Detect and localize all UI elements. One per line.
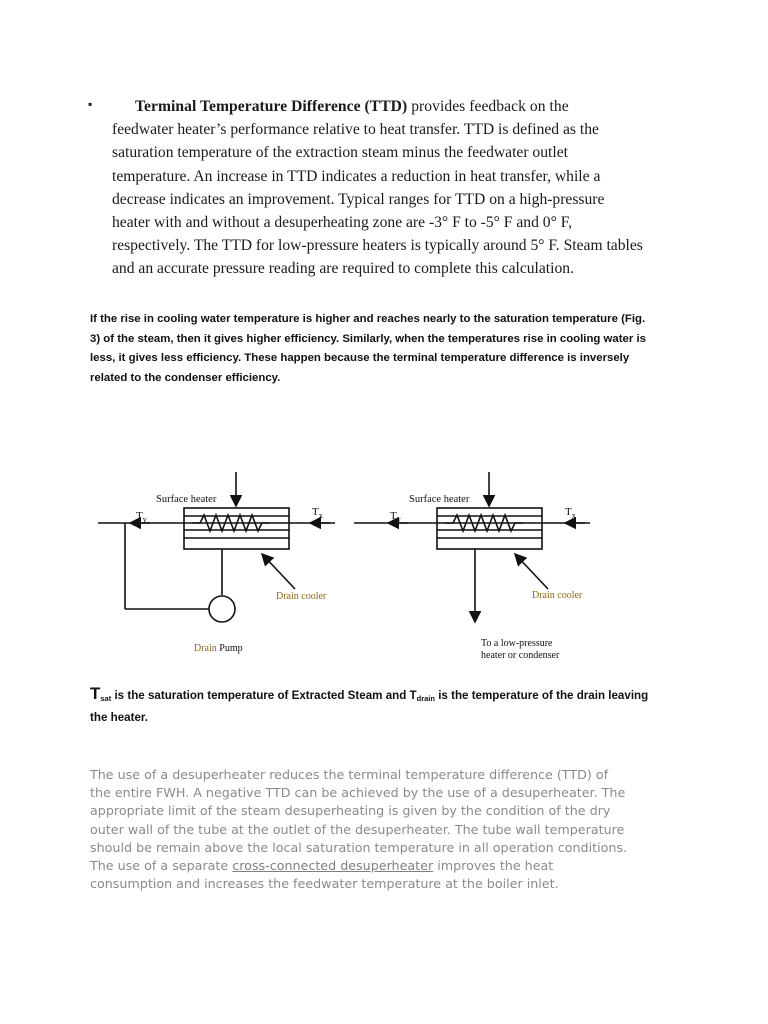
paragraph-line: related to the condenser efficiency. xyxy=(90,371,281,384)
right-drain-cooler-label: Drain cooler xyxy=(532,590,583,601)
bullet-marker: ▪ xyxy=(88,97,93,111)
paragraph-line: outer wall of the tube at the outlet of the desuperheater. The tube wall temperature xyxy=(90,821,625,837)
ttd-line: heater with and without a desuperheating zone are -3° F to -5° F and 0° F, xyxy=(112,214,573,232)
ttd-line: saturation temperature of the extraction steam minus the feedwater outlet xyxy=(112,144,568,162)
ttd-bullet xyxy=(88,95,688,281)
paragraph-line: the entire FWH. A negative TTD can be achieved by the use of a desuperheater. The xyxy=(90,785,626,801)
right-ty: $T_y$ xyxy=(390,510,401,524)
paragraph-line: appropriate limit of the steam desuperheating is given by the condition of the dry xyxy=(90,803,611,819)
right-title: Surface heater xyxy=(409,494,470,505)
left-drain-pump-label: Drain Pump xyxy=(194,643,243,654)
tsat-line2: the heater. xyxy=(90,711,148,724)
efficiency-paragraph xyxy=(90,310,680,388)
left-heater-box xyxy=(184,508,289,549)
paragraph-line: less, it gives less efficiency. These happen because the terminal temperature difference is inversely xyxy=(90,352,630,364)
ttd-first-line xyxy=(88,95,688,118)
paragraph-line: 3) of the steam, then it gives higher efficiency. Similarly, when the temperatures rise in cooling water is xyxy=(90,332,646,345)
tsat-paragraph xyxy=(90,684,690,727)
left-drain-pump xyxy=(209,596,235,622)
paragraph-line: The use of a separate cross-connected desuperheater improves the heat xyxy=(90,858,554,874)
ttd-line: and an accurate pressure reading are required to complete this calculation. xyxy=(112,260,574,278)
ttd-term: Terminal Temperature Difference (TTD) xyxy=(135,98,408,115)
left-tx: $T_x$ xyxy=(312,506,323,520)
ttd-line: feedwater heater’s performance relative to heat transfer. TTD is defined as the xyxy=(112,121,599,139)
right-drain-cooler-pointer xyxy=(515,554,548,589)
surface-heater-diagram xyxy=(90,462,600,667)
ttd-line: temperature. An increase in TTD indicates a reduction in heat transfer, while a xyxy=(112,167,601,185)
right-dest-line1: To a low-pressure xyxy=(481,638,553,649)
left-drain-cooler-label: Drain cooler xyxy=(276,591,327,602)
tsat-line1: $T_{sat}$ is the saturation temperature of Extracted Steam and $T_{drain}$ is the temperature of the drain leaving xyxy=(90,684,649,703)
ttd-line: respectively. The TTD for low-pressure heaters is typically around 5° F. Steam tables xyxy=(112,237,643,255)
ttd-line1-rest: provides feedback on the xyxy=(407,98,569,115)
ttd-line: decrease indicates an improvement. Typical ranges for TTD on a high-pressure xyxy=(112,190,605,208)
desuperheater-paragraph xyxy=(90,766,690,893)
left-drain-cooler-pointer xyxy=(262,554,295,589)
paragraph-line: consumption and increases the feedwater temperature at the boiler inlet. xyxy=(90,876,559,892)
right-heater-box xyxy=(437,508,542,549)
left-title: Surface heater xyxy=(156,494,217,505)
paragraph-line: should be remain above the local saturation temperature in all operation conditions. xyxy=(90,839,628,855)
paragraph-line: The use of a desuperheater reduces the terminal temperature difference (TTD) of xyxy=(90,767,609,782)
right-tx: $T_x$ xyxy=(565,506,576,520)
right-dest-line2: heater or condenser xyxy=(481,650,560,661)
paragraph-line: If the rise in cooling water temperature is higher and reaches nearly to the saturation temperature (Fig. xyxy=(90,313,646,325)
left-ty: $T_y$ xyxy=(136,510,147,524)
ttd-lines xyxy=(88,118,688,280)
cross-connected-desuperheater-link[interactable]: cross-connected desuperheater xyxy=(232,858,434,874)
